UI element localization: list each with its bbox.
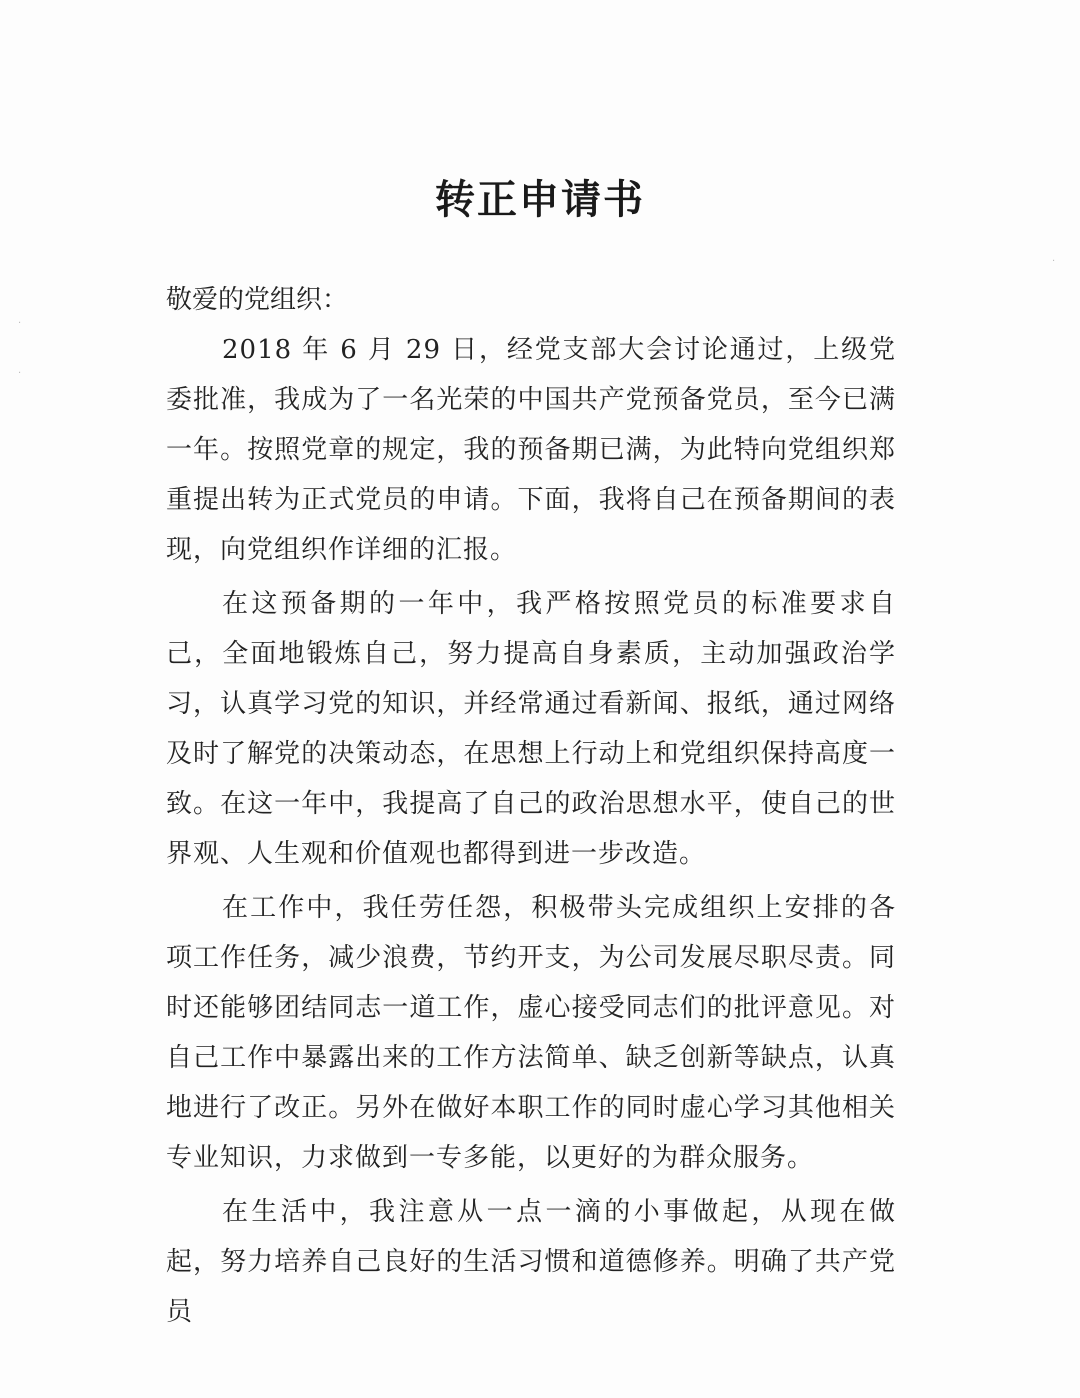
paragraph: 在工作中，我任劳任怨，积极带头完成组织上安排的各项工作任务，减少浪费，节约开支，为公司发展尽职尽责。同时还能够团结同志一道工作，虚心接受同志们的批评意见。对自己工作中暴露出来的工作方法简单、缺乏创新等缺点，认真地进行了改正。另外在做好本职工作的同时虚心学习其他相关专业知识，力求做到一专多能，以更好的为群众服务。: [166, 893, 896, 1173]
paragraph: 在生活中，我注意从一点一滴的小事做起，从现在做起，努力培养自己良好的生活习惯和道德修养。明确了共产党员: [166, 1197, 896, 1327]
scan-speck: ·: [18, 368, 22, 379]
document-title: 转正申请书: [435, 176, 645, 223]
document-body: [166, 275, 896, 1341]
scan-speck: ·: [1052, 256, 1056, 267]
paragraph: 2018 年 6 月 29 日，经党支部大会讨论通过，上级党委批准，我成为了一名光荣的中国共产党预备党员，至今已满一年。按照党章的规定，我的预备期已满，为此特向党组织郑重提出转为正式党员的申请。下面，我将自己在预备期间的表现，向党组织作详细的汇报。: [166, 335, 896, 565]
salutation: 敬爱的党组织：: [166, 285, 349, 315]
scan-speck: ·: [18, 318, 22, 329]
paragraph: 在这预备期的一年中，我严格按照党员的标准要求自己，全面地锻炼自己，努力提高自身素质，主动加强政治学习，认真学习党的知识，并经常通过看新闻、报纸，通过网络及时了解党的决策动态，在思想上行动上和党组织保持高度一致。在这一年中，我提高了自己的政治思想水平，使自己的世界观、人生观和价值观也都得到进一步改造。: [166, 589, 896, 869]
